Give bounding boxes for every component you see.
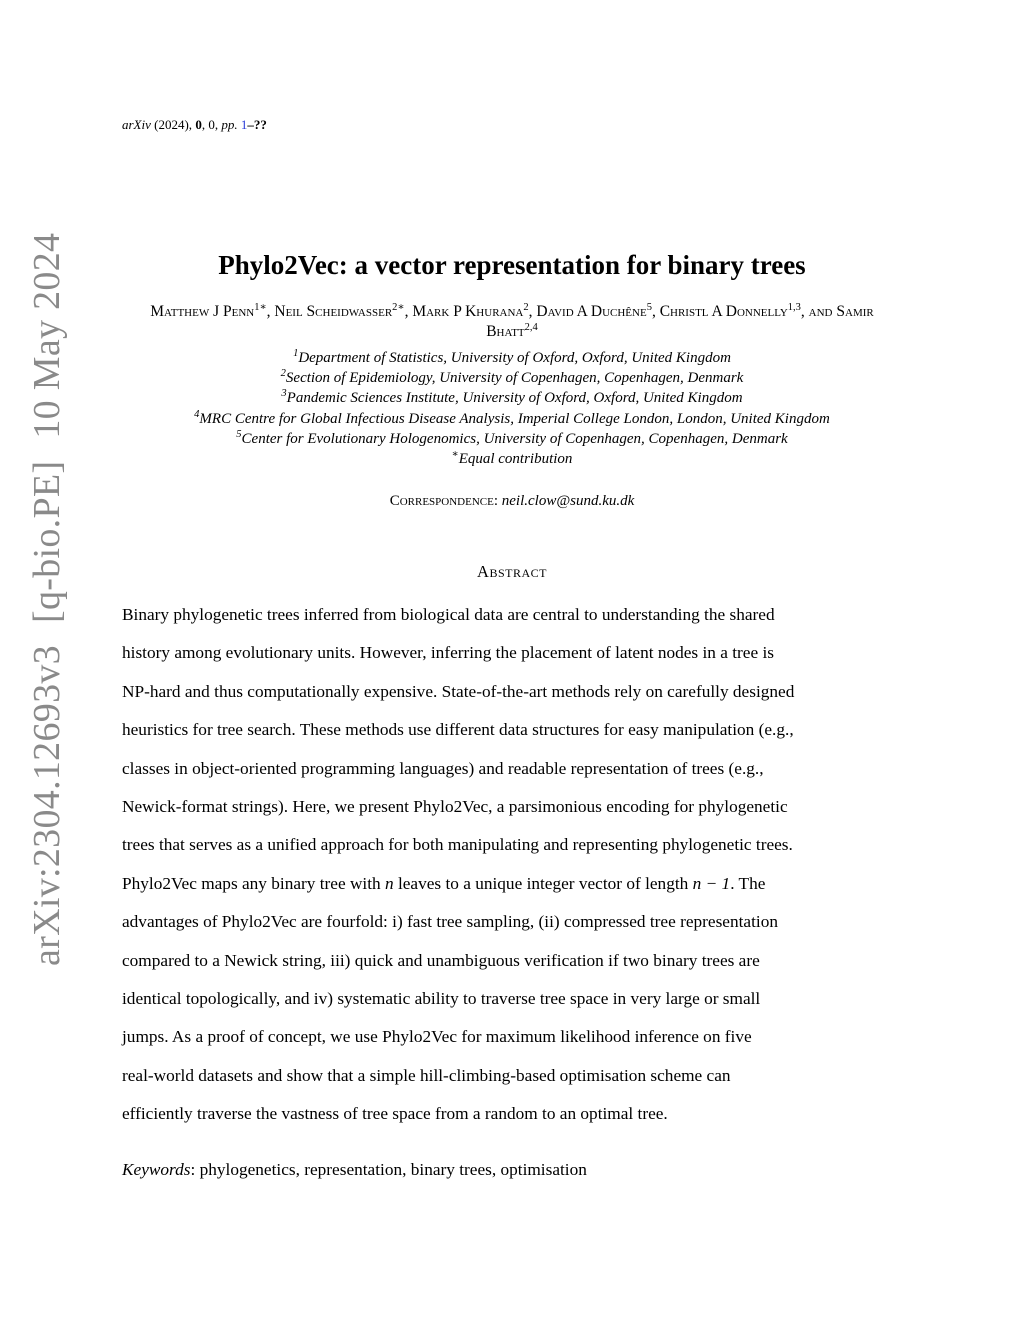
paper-title: Phylo2Vec: a vector representation for binary trees [218,250,806,280]
author-name: Christl A Donnelly [659,303,788,320]
author-name: Mark P Khurana [412,303,524,320]
journal-reference [122,116,267,134]
author-name: Neil Scheidwasser [274,303,393,320]
abstract-heading: Abstract [477,562,547,581]
arxiv-date: 10 May 2024 [26,232,68,439]
pages-label: pp. [221,117,238,132]
author-affil-sup: 1,3 [787,302,801,313]
abstract-line: Binary phylogenetic trees inferred from biological data are central to understanding the shared [122,605,775,624]
abstract-line: history among evolutionary units. However, inferring the placement of latent nodes in a tree is [122,643,774,663]
journal-volume: 0 [195,117,202,132]
abstract-line: jumps. As a proof of concept, we use Phylo2Vec for maximum likelihood inference on five [122,1027,752,1047]
correspondence-label: Correspondence: [389,493,498,509]
author-affil-sup: 5 [646,302,652,313]
abstract-line: advantages of Phylo2Vec are fourfold: i) fast tree sampling, (ii) compressed tree representation [122,912,778,932]
abstract-line: classes in object-oriented programming languages) and readable representation of trees (e.g., [122,758,764,778]
affiliations [0,348,1024,469]
affiliation-line: $^3$Pandemic Sciences Institute, University of Oxford, Oxford, United Kingdom [281,388,743,407]
abstract-line: identical topologically, and iv) systematic ability to traverse tree space in very large or small [122,989,761,1009]
author-name: Samir Bhatt [486,303,874,340]
correspondence [0,491,1024,511]
arxiv-category: [q-bio.PE] [26,460,68,624]
author-affil-sup: 2,4 [524,322,538,333]
author-affil-sup: 2∗ [392,302,405,313]
page-end: –?? [247,117,267,132]
arxiv-id: arXiv:2304.12693v3 [26,645,68,966]
keywords [122,1158,587,1182]
abstract-line: heuristics for tree search. These methods use different data structures for easy manipulation (e.g., [122,720,794,740]
correspondence-email[interactable]: neil.clow@sund.ku.dk [501,493,635,509]
journal-year: (2024), [154,117,193,132]
abstract-line: trees that serves as a unified approach for both manipulating and representing phylogenetic trees. [122,835,793,855]
abstract-line: Phylo2Vec maps any binary tree with n leaves to a unique integer vector of length n − 1. The [122,873,766,893]
journal-name: arXiv [122,117,151,132]
abstract-line: real-world datasets and show that a simple hill-climbing-based optimisation scheme can [122,1065,731,1085]
page-start-link[interactable]: 1 [240,117,248,132]
journal-issue: , 0, [201,117,219,132]
keywords-text: : phylogenetics, representation, binary trees, optimisation [190,1160,587,1179]
abstract-line: NP-hard and thus computationally expensive. State-of-the-art methods rely on carefully designed [122,681,795,701]
author-name: David A Duchêne [536,303,647,320]
abstract-line: compared to a Newick string, iii) quick and unambiguous verification if two binary trees are [122,950,760,970]
author-name: Matthew J Penn [150,303,255,320]
affiliation-line: $^1$Department of Statistics, University of Oxford, Oxford, United Kingdom [293,348,731,366]
abstract-line: efficiently traverse the vastness of tree space from a random to an optimal tree. [122,1104,668,1124]
affiliation-line: $^2$Section of Epidemiology, University of Copenhagen, Copenhagen, Denmark [280,368,744,387]
affiliation-line: $^5$Center for Evolutionary Hologenomics, University of Copenhagen, Copenhagen, Denmark [236,428,788,447]
author-list: Matthew J Penn$^{1∗}$, Neil Scheidwasser$^{2∗}$, Mark P Khurana$^2$, David A Duchêne$^5$, Christl A Donnelly$^{1,3}$, and Samir Bhatt$^{2,4}$ [150,302,874,340]
affiliation-line: $^4$MRC Centre for Global Infectious Disease Analysis, Imperial College London, London, United Kingdom [194,408,830,427]
abstract-line: Newick-format strings). Here, we present Phylo2Vec, a parsimonious encoding for phylogenetic [122,797,788,817]
author-affil-sup: 2 [523,302,529,313]
math-n: n [385,873,394,893]
equal-contribution-note: ∗Equal contribution [451,449,573,468]
math-n-minus-1: n − 1 [692,873,731,893]
author-affil-sup: 1∗ [254,302,267,313]
keywords-label: Keywords [122,1160,191,1179]
abstract-body [122,596,922,1134]
